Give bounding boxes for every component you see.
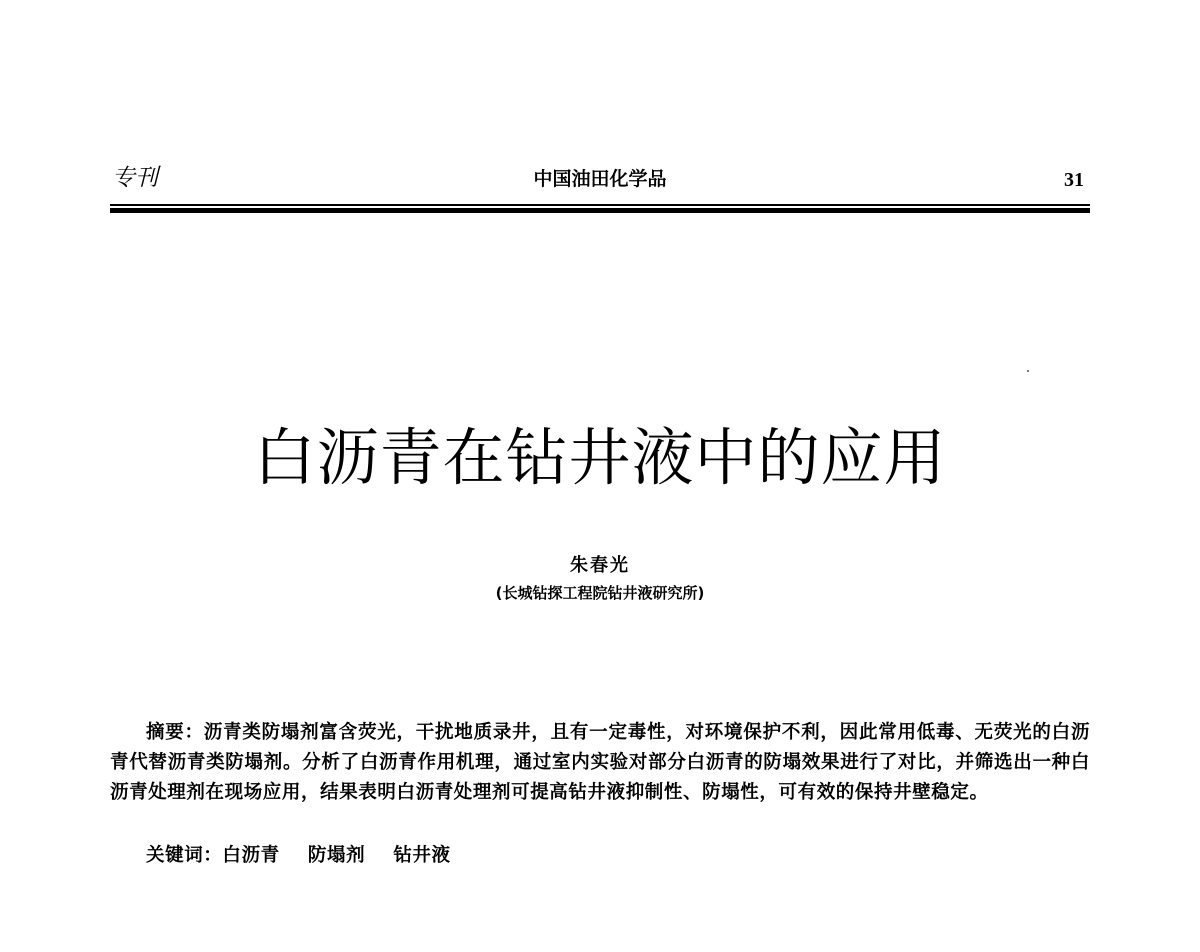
- running-head: [112, 164, 1088, 198]
- abstract-paragraph: 摘要：沥青类防塌剂富含荧光，干扰地质录井，且有一定毒性，对环境保护不利，因此常用低毒、无荧光的白沥青代替沥青类防塌剂。分析了白沥青作用机理，通过室内实验对部分白沥青的防塌效果进行了对比，并筛选出一种白沥青处理剂在现场应用，结果表明白沥青处理剂可提高钻井液抑制性、防塌性，可有效的保持井壁稳定。: [110, 722, 1090, 803]
- article-title: 白沥青在钻井液中的应用: [253, 421, 947, 494]
- author-affiliation: (长城钻探工程院钻井液研究所): [495, 584, 705, 602]
- header-rule-thick: [110, 208, 1090, 213]
- page-number: 31: [1064, 169, 1084, 191]
- keywords-line: 关键词：白沥青 防塌剂 钻井液: [146, 845, 451, 866]
- journal-name: 中国油田化学品: [533, 168, 667, 190]
- author-name: 朱春光: [570, 555, 630, 576]
- scan-speck: [1027, 370, 1029, 372]
- header-rule-thin: [110, 204, 1090, 206]
- journal-section-label: 专刊: [112, 165, 158, 191]
